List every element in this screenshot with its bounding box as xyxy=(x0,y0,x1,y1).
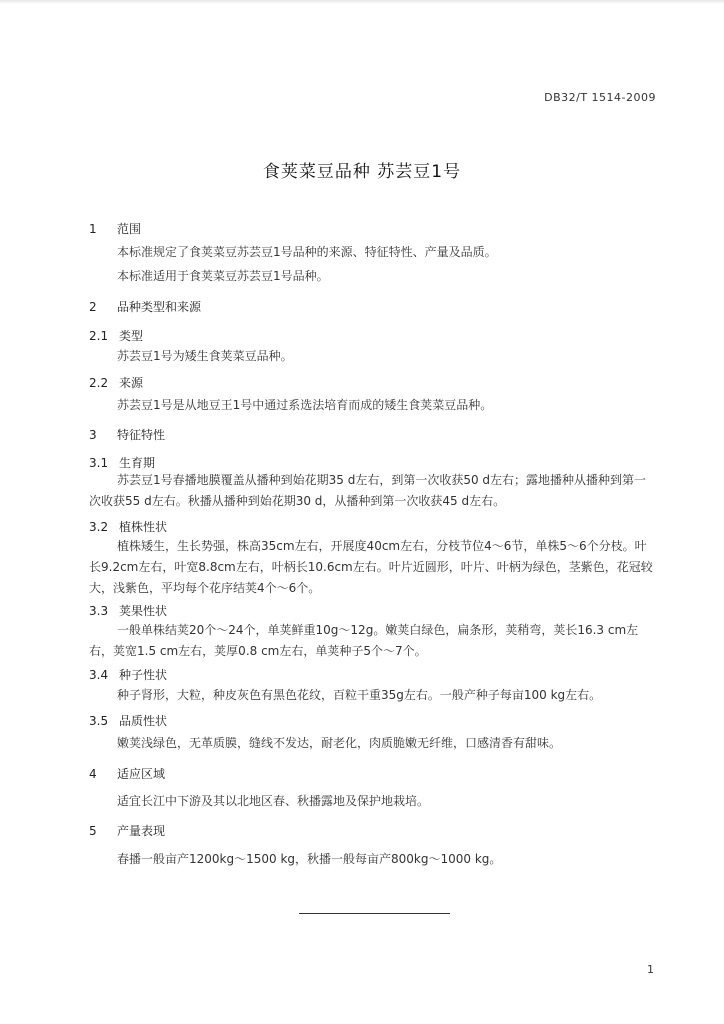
section-4-heading xyxy=(89,765,165,782)
section-3-1-heading xyxy=(89,454,155,471)
page-number: 1 xyxy=(647,963,654,976)
section-title: 种子性状 xyxy=(119,668,168,682)
section-title: 荚果性状 xyxy=(119,604,168,618)
section-number: 3.1 xyxy=(89,456,109,470)
section-5-heading xyxy=(89,822,165,839)
section-number: 5 xyxy=(89,824,97,838)
section-2-2-paragraph: 苏芸豆1号是从地豆王1号中通过系选法培育而成的矮生食荚菜豆品种。 xyxy=(117,398,493,412)
section-3-2-paragraph: 植株矮生，生长势强，株高35cm左右，开展度40cm左右，分枝节位4～6节，单株5～6个分枝。叶长9.2cm左右，叶宽8.8cm左右，叶柄长10.6cm左右。叶片近圆形，叶片、叶柄为绿色，茎紫色，花冠较大，浅紫色，平均每个花序结荚4个～6个。 xyxy=(89,539,653,595)
section-number: 2 xyxy=(89,300,97,314)
section-number: 4 xyxy=(89,767,97,781)
section-3-4-heading xyxy=(89,666,167,683)
section-number: 2.2 xyxy=(89,376,109,390)
section-1-paragraph-1: 本标准规定了食荚菜豆苏芸豆1号品种的来源、特征特性、产量及品质。 xyxy=(117,245,497,259)
section-3-3-heading xyxy=(89,602,167,619)
section-title: 生育期 xyxy=(119,456,156,470)
standard-number: DB32/T 1514-2009 xyxy=(544,91,656,104)
section-number: 3.2 xyxy=(89,520,109,534)
section-title: 品质性状 xyxy=(119,714,168,728)
section-title: 品种类型和来源 xyxy=(117,300,202,314)
section-number: 3 xyxy=(89,428,97,442)
section-number: 3.5 xyxy=(89,714,109,728)
section-2-1-heading xyxy=(89,327,143,344)
section-number: 1 xyxy=(89,222,97,236)
section-3-4-paragraph: 种子肾形，大粒，种皮灰色有黑色花纹，百粒干重35g左右。一般产种子每亩100 kg左右。 xyxy=(117,688,602,702)
scan-edge xyxy=(0,0,724,4)
section-3-2-heading xyxy=(89,518,167,535)
section-2-1-paragraph: 苏芸豆1号为矮生食荚菜豆品种。 xyxy=(117,349,293,363)
section-2-2-heading xyxy=(89,374,143,391)
section-title: 特征特性 xyxy=(117,428,166,442)
section-1-heading xyxy=(89,220,141,237)
section-number: 3.4 xyxy=(89,668,109,682)
section-title: 类型 xyxy=(119,329,144,343)
section-4-paragraph: 适宜长江中下游及其以北地区春、秋播露地及保护地栽培。 xyxy=(117,794,430,808)
section-3-heading xyxy=(89,426,165,443)
section-3-1-paragraph: 苏芸豆1号春播地膜覆盖从播种到始花期35 d左右，到第一次收获50 d左右；露地播种从播种到第一次收获55 d左右。秋播从播种到始花期30 d，从播种到第一次收获45 d左右。 xyxy=(89,473,647,508)
section-title: 植株性状 xyxy=(119,520,168,534)
section-3-5-heading xyxy=(89,712,167,729)
section-1-paragraph-2: 本标准适用于食荚菜豆苏芸豆1号品种。 xyxy=(117,269,329,283)
section-title: 产量表现 xyxy=(117,824,166,838)
section-5-paragraph: 春播一般亩产1200kg～1500 kg，秋播一般每亩产800kg～1000 kg。 xyxy=(117,852,502,866)
section-2-heading xyxy=(89,298,201,315)
section-number: 2.1 xyxy=(89,329,109,343)
end-rule xyxy=(299,913,450,914)
section-3-3-paragraph: 一般单株结荚20个～24个，单荚鲜重10g～12g。嫩荚白绿色，扁条形，荚稍弯，荚长16.3 cm左右，荚宽1.5 cm左右，荚厚0.8 cm左右，单荚种子5个～7个。 xyxy=(89,623,639,658)
section-title: 来源 xyxy=(119,376,144,390)
section-title: 适应区域 xyxy=(117,767,166,781)
section-3-5-paragraph: 嫩荚浅绿色，无革质膜，缝线不发达，耐老化，肉质脆嫩无纤维，口感清香有甜味。 xyxy=(117,736,562,750)
document-title: 食荚菜豆品种 苏芸豆1号 xyxy=(262,162,462,182)
section-title: 范围 xyxy=(117,222,142,236)
section-number: 3.3 xyxy=(89,604,109,618)
